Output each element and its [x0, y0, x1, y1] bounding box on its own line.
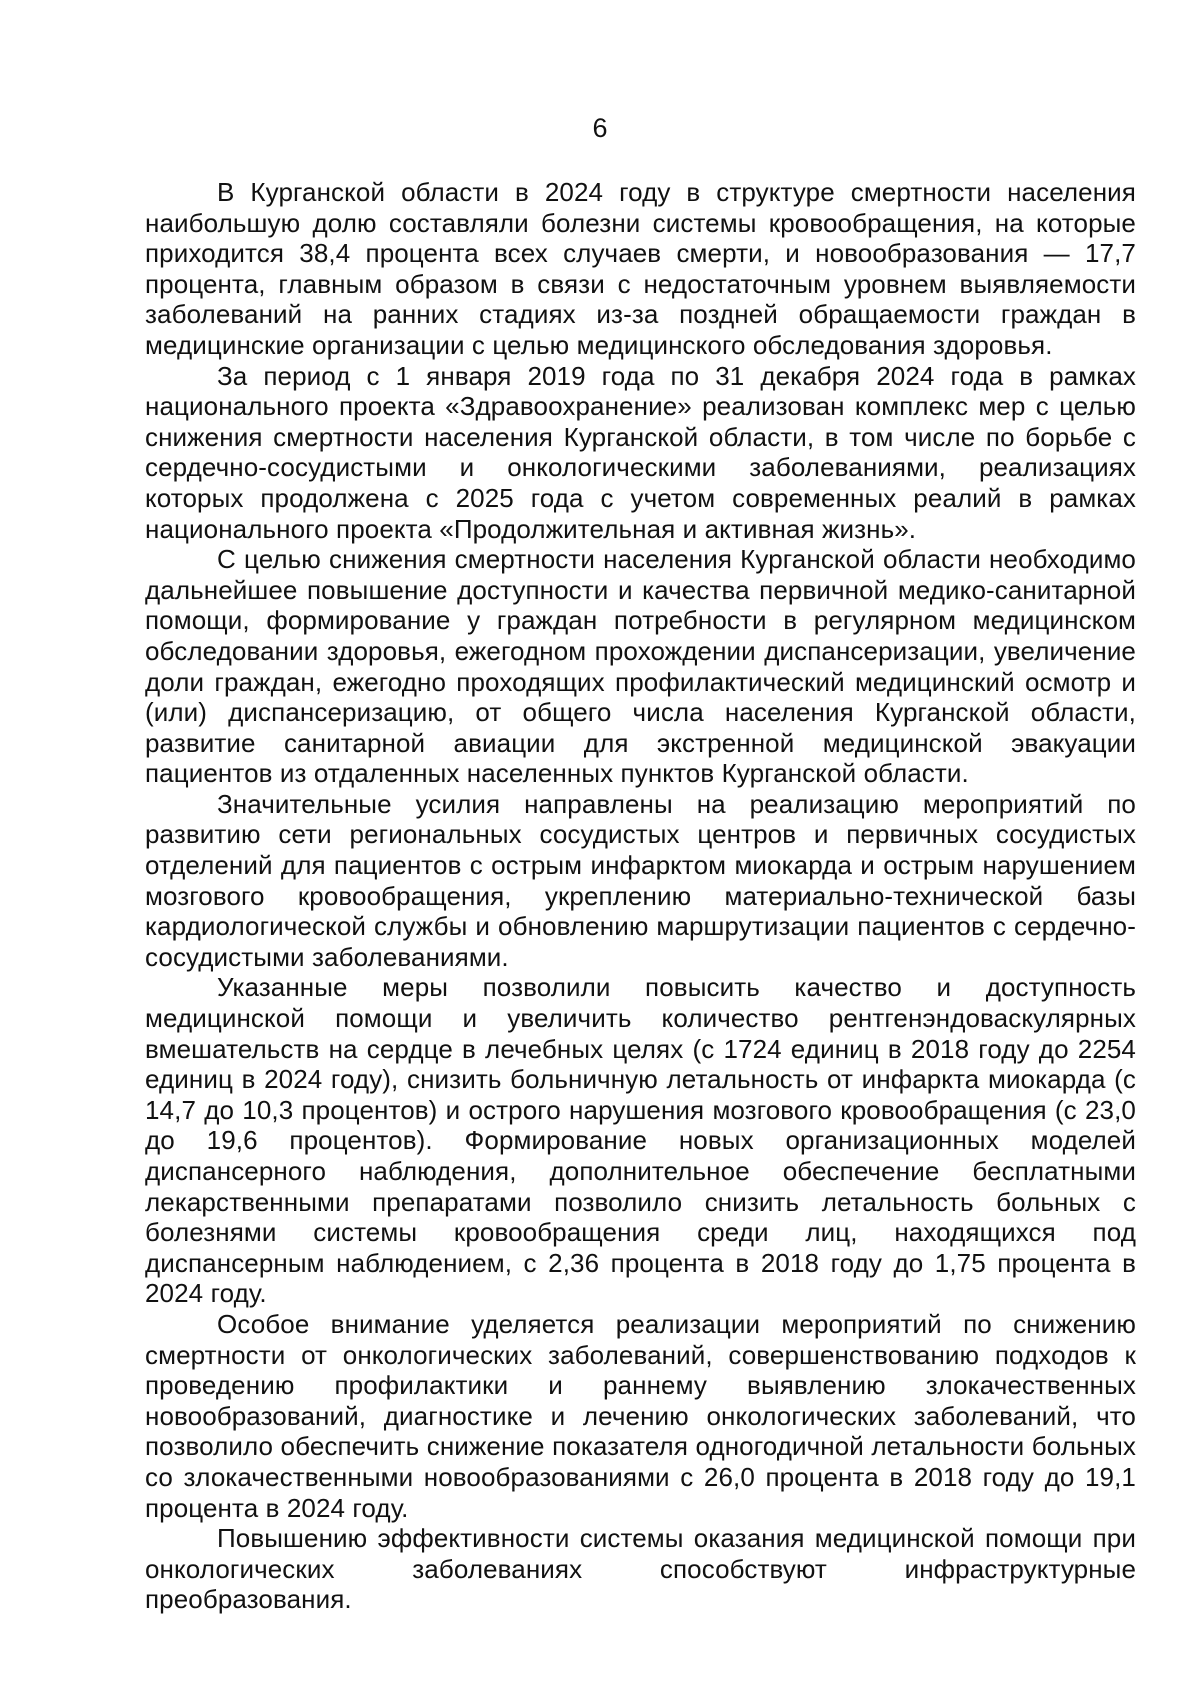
- paragraph-vascular-centers: Значительные усилия направлены на реализацию мероприятий по развитию сети региональных сосудистых центров и первичных сосудистых отделений для пациентов с острым инфарктом миокарда и острым нарушением мозгового кровообращения, укреплению материально-технической базы кардиологической службы и обновлению маршрутизации пациентов с сердечно-сосудистыми заболеваниями.: [145, 788, 1136, 972]
- paragraph-primary-care-goals: С целью снижения смертности населения Курганской области необходимо дальнейшее повышение доступности и качества первичной медико-санитарной помощи, формирование у граждан потребности в регулярном медицинском обследовании здоровья, ежегодном прохождении диспансеризации, увеличение доли граждан, ежегодно проходящих профилактический медицинский осмотр и (или) диспансеризацию, от общего числа населения Курганской области, развитие санитарной авиации для экстренной медицинской эвакуации пациентов из отдаленных населенных пунктов Курганской области.: [145, 544, 1136, 789]
- paragraph-national-project: За период с 1 января 2019 года по 31 декабря 2024 года в рамках национального проекта «Здравоохранение» реализован комплекс мер с целью снижения смертности населения Курганской области, в том числе по борьбе с сердечно-сосудистыми и онкологическими заболеваниями, реализациях которых продолжена с 2025 года с учетом современных реалий в рамках национального проекта «Продолжительная и активная жизнь».: [145, 360, 1136, 544]
- paragraph-oncology-measures: Особое внимание уделяется реализации мероприятий по снижению смертности от онкологических заболеваний, совершенствованию подходов к проведению профилактики и раннему выявлению злокачественных новообразований, диагностике и лечению онкологических заболеваний, что позволило обеспечить снижение показателя одногодичной летальности больных со злокачественными новообразованиями с 26,0 процента в 2018 году до 19,1 процента в 2024 году.: [145, 1308, 1136, 1523]
- paragraph-mortality-structure: В Курганской области в 2024 году в структуре смертности населения наибольшую долю составляли болезни системы кровообращения, на которые приходится 38,4 процента всех случаев смерти, и новообразования — 17,7 процента, главным образом в связи с недостаточным уровнем выявляемости заболеваний на ранних стадиях из-за поздней обращаемости граждан в медицинские организации с целью медицинского обследования здоровья.: [145, 177, 1136, 360]
- paragraph-measures-results: Указанные меры позволили повысить качество и доступность медицинской помощи и увеличить количество рентгенэндоваскулярных вмешательств на сердце в лечебных целях (с 1724 единиц в 2018 году до 2254 единиц в 2024 году), снизить больничную летальность от инфаркта миокарда (с 14,7 до 10,3 процентов) и острого нарушения мозгового кровообращения (с 23,0 до 19,6 процентов). Формирование новых организационных моделей диспансерного наблюдения, дополнительное обеспечение бесплатными лекарственными препаратами позволило снизить летальность больных с болезнями системы кровообращения среди лиц, находящихся под диспансерным наблюдением, с 2,36 процента в 2018 году до 1,75 процента в 2024 году.: [145, 972, 1136, 1309]
- page-number: 6: [592, 113, 608, 143]
- document-body: [145, 177, 1136, 1615]
- paragraph-oncology-infrastructure: Повышению эффективности системы оказания медицинской помощи при онкологических заболеваниях способствуют инфраструктурные преобразования.: [145, 1523, 1136, 1615]
